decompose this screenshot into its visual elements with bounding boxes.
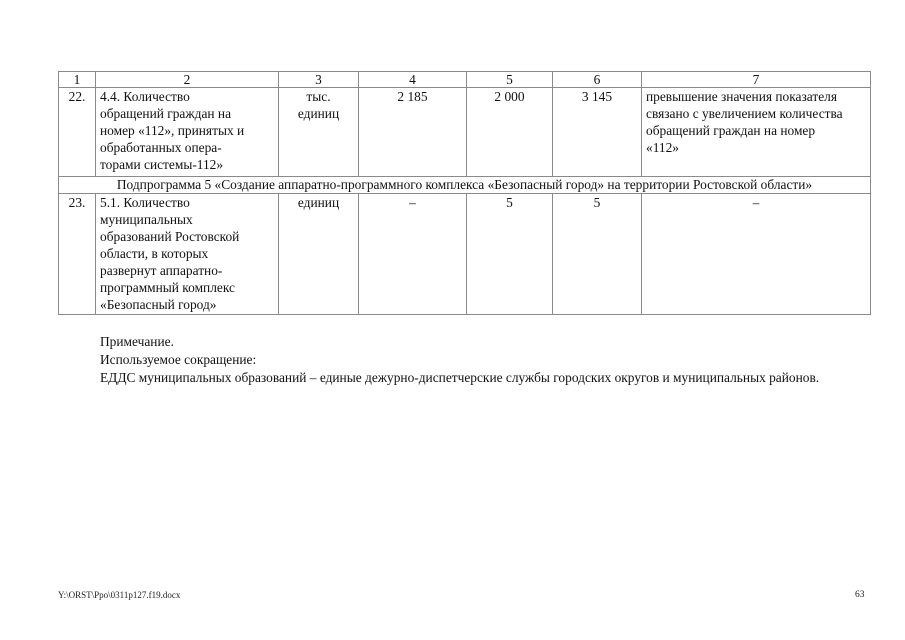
unit: единиц bbox=[279, 194, 359, 315]
explanation: превышение значения показателя связано с увеличением количества обращений граждан на номер «112» bbox=[642, 88, 871, 177]
header-cell: 1 bbox=[59, 72, 96, 88]
table-header-row bbox=[59, 72, 871, 88]
value-col5: 2 000 bbox=[467, 88, 553, 177]
page-number: 63 bbox=[855, 590, 865, 600]
row-number: 23. bbox=[59, 194, 96, 315]
header-cell: 7 bbox=[642, 72, 871, 88]
header-cell: 3 bbox=[279, 72, 359, 88]
subprogram-row bbox=[59, 177, 871, 194]
value-col4: 2 185 bbox=[359, 88, 467, 177]
notes-section bbox=[58, 333, 870, 387]
indicator-name: 5.1. Количество муниципальных образований Ростовской области, в которых развернут аппаратно- программный комплекс «Безопасный город» bbox=[96, 194, 279, 315]
header-cell: 4 bbox=[359, 72, 467, 88]
notes-title: Примечание. bbox=[100, 334, 174, 349]
footer-file-path: Y:\ORST\Ppo\0311p127.f19.docx bbox=[58, 590, 181, 600]
table-row bbox=[59, 194, 871, 315]
table-row bbox=[59, 88, 871, 177]
header-cell: 6 bbox=[553, 72, 642, 88]
indicators-table bbox=[58, 71, 871, 315]
value-col4: – bbox=[359, 194, 467, 315]
unit: тыс. единиц bbox=[279, 88, 359, 177]
value-col6: 5 bbox=[553, 194, 642, 315]
explanation: – bbox=[642, 194, 871, 315]
abbreviation-label: Используемое сокращение: bbox=[100, 352, 257, 367]
header-cell: 5 bbox=[467, 72, 553, 88]
row-number: 22. bbox=[59, 88, 96, 177]
header-cell: 2 bbox=[96, 72, 279, 88]
value-col5: 5 bbox=[467, 194, 553, 315]
value-col6: 3 145 bbox=[553, 88, 642, 177]
indicator-name: 4.4. Количество обращений граждан на номер «112», принятых и обработанных опера- торами системы-112» bbox=[96, 88, 279, 177]
abbreviation-text: ЕДДС муниципальных образований – единые дежурно-диспетчерские службы городских округов и муниципальных районов. bbox=[100, 370, 820, 385]
subprogram-title: Подпрограмма 5 «Создание аппаратно-программного комплекса «Безопасный город» на территории Ростовской области» bbox=[59, 177, 871, 194]
